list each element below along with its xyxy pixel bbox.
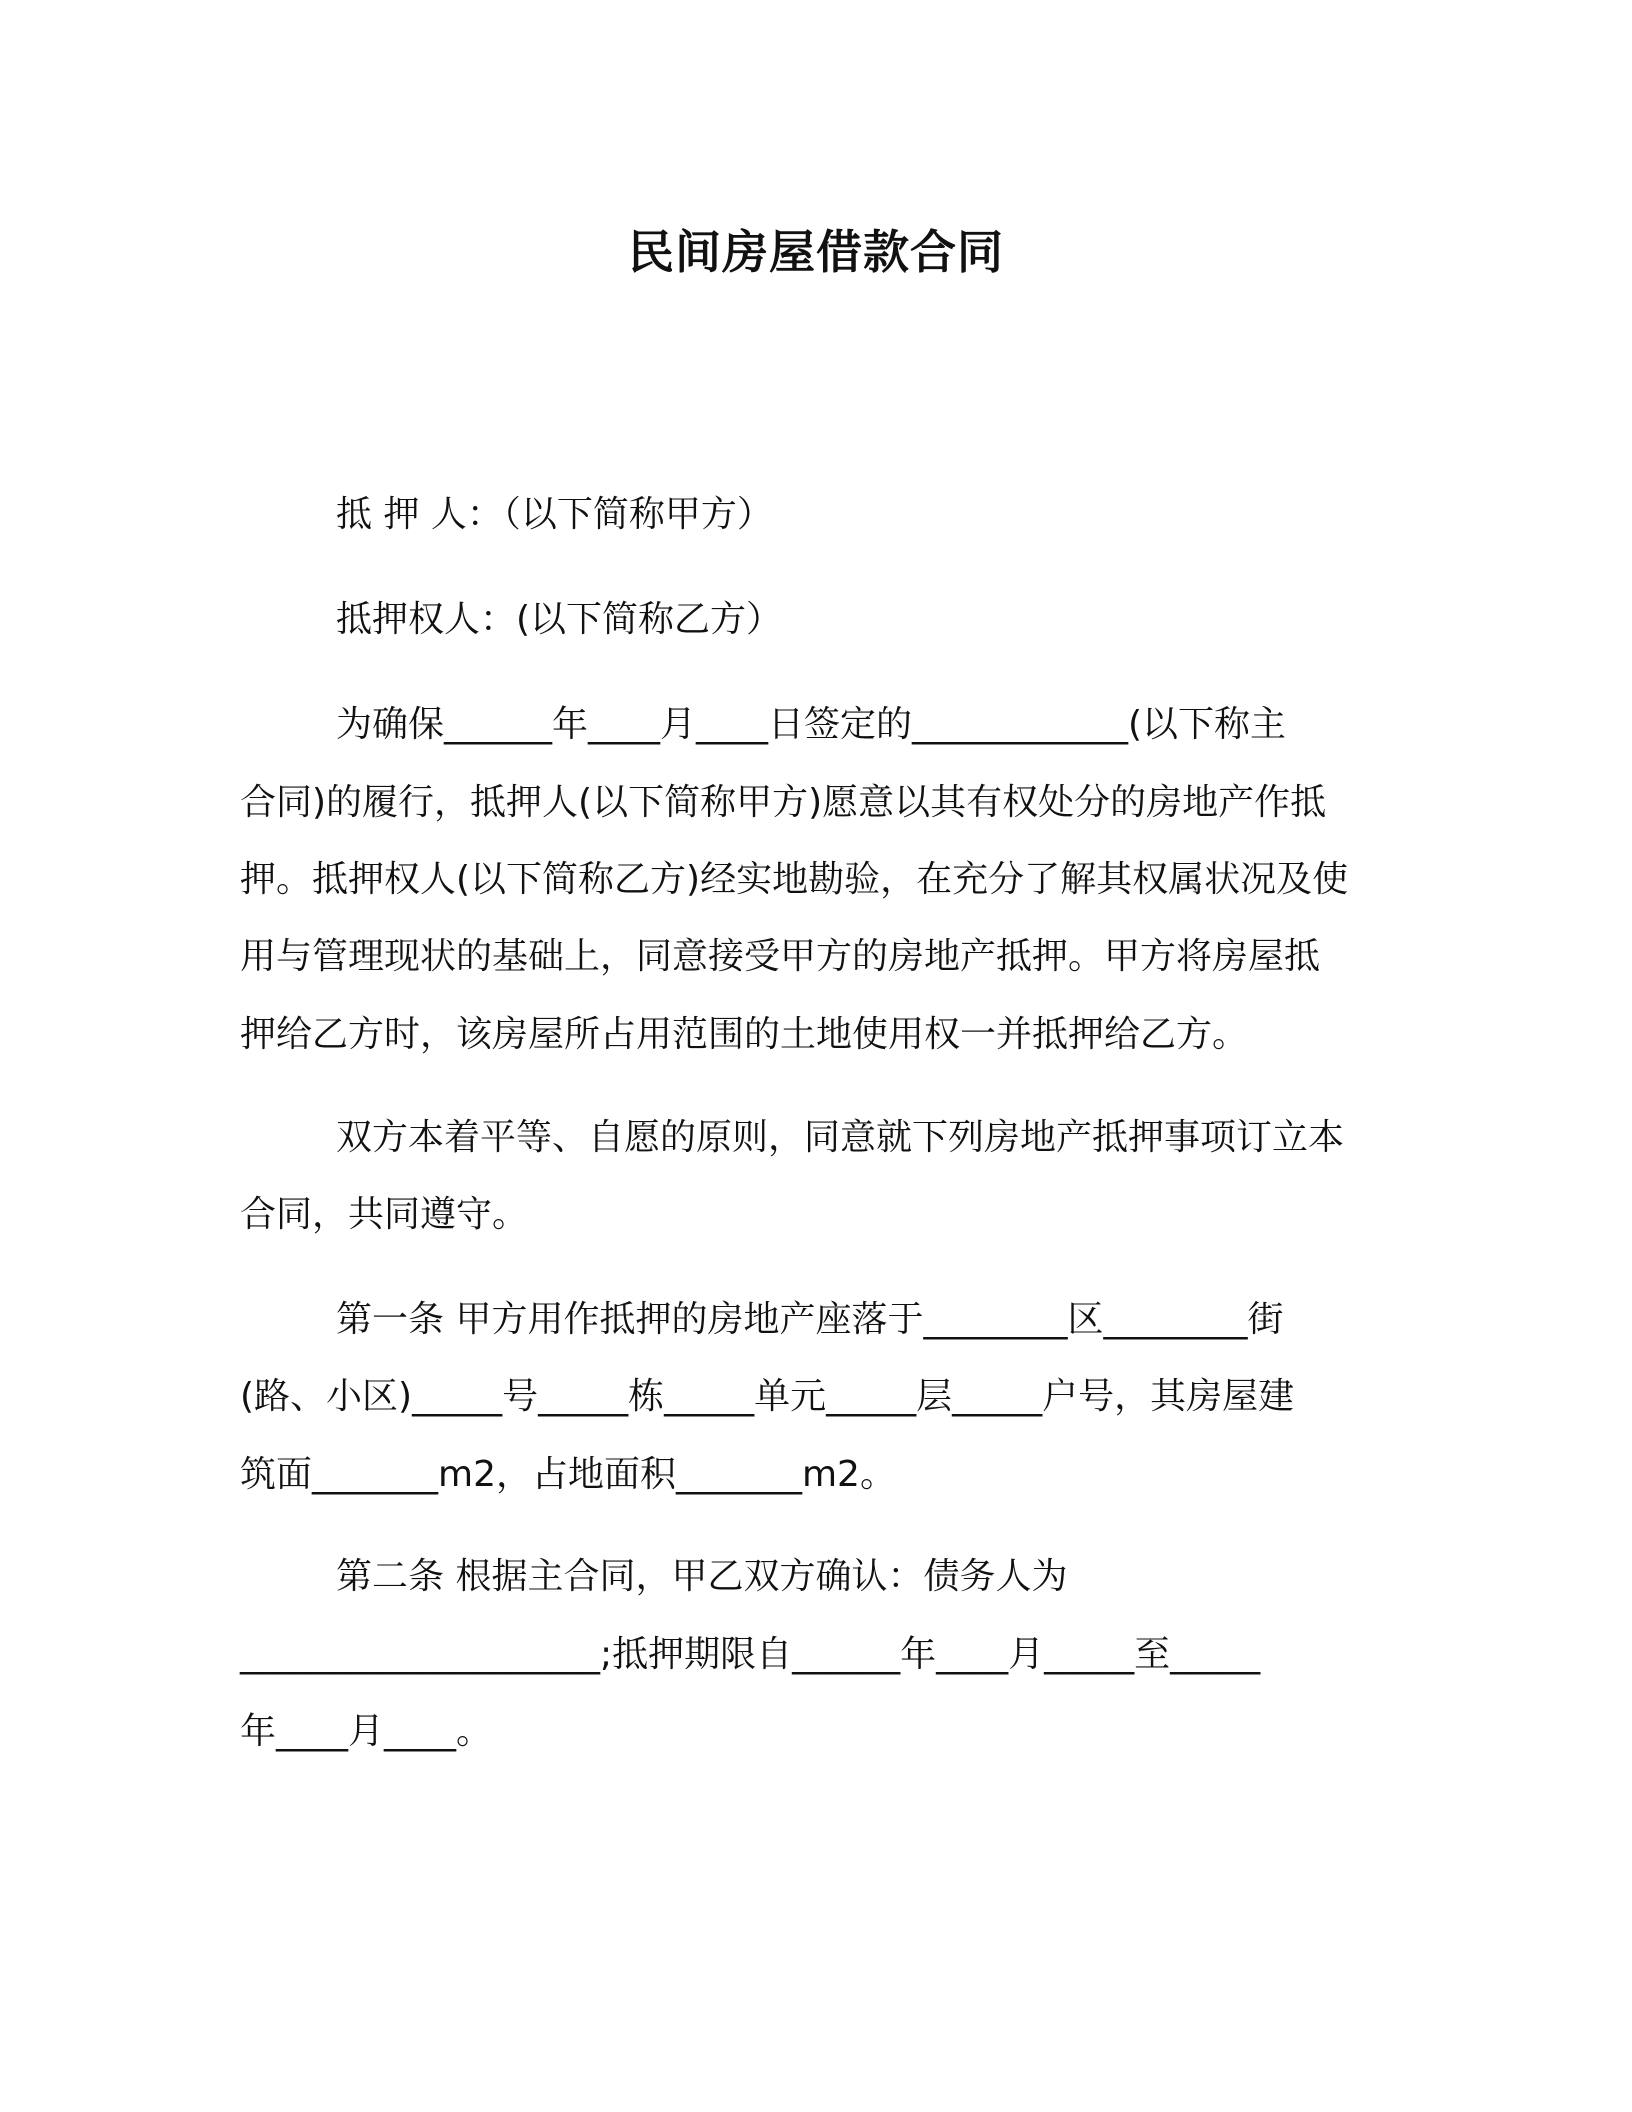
document-title: 民间房屋借款合同 xyxy=(628,225,1004,279)
paragraph-1-line-2: 合同)的履行，抵押人(以下简称甲方)愿意以其有权处分的房地产作抵 xyxy=(240,782,1327,823)
article-2-line-1: 第二条 根据主合同，甲乙双方确认：债务人为 xyxy=(336,1556,1068,1597)
article-2-line-2: ____________________;抵押期限自______年____月_____至_____ xyxy=(240,1634,1261,1675)
paragraph-1-line-3: 押。抵押权人(以下简称乙方)经实地勘验，在充分了解其权属状况及使 xyxy=(240,859,1349,900)
article-1-line-2: (路、小区)_____号_____栋_____单元_____层_____户号，其房屋建 xyxy=(240,1376,1295,1417)
paragraph-1-line-4: 用与管理现状的基础上，同意接受甲方的房地产抵押。甲方将房屋抵 xyxy=(240,936,1321,977)
paragraph-2-line-1: 双方本着平等、自愿的原则，同意就下列房地产抵押事项订立本 xyxy=(336,1117,1345,1158)
paragraph-1-line-1: 为确保______年____月____日签定的____________(以下称主 xyxy=(336,704,1287,745)
paragraph-1-line-5: 押给乙方时，该房屋所占用范围的土地使用权一并抵押给乙方。 xyxy=(240,1014,1249,1055)
mortgagor-line: 抵 押 人：（以下简称甲方） xyxy=(336,494,773,535)
article-2-line-3: 年____月____。 xyxy=(240,1711,493,1752)
mortgagee-line: 抵押权人：(以下简称乙方） xyxy=(336,599,783,640)
article-1-line-1: 第一条 甲方用作抵押的房地产座落于________区________街 xyxy=(336,1299,1284,1340)
article-1-line-3: 筑面_______m2，占地面积_______m2。 xyxy=(240,1454,896,1495)
paragraph-2-line-2: 合同，共同遵守。 xyxy=(240,1194,529,1235)
